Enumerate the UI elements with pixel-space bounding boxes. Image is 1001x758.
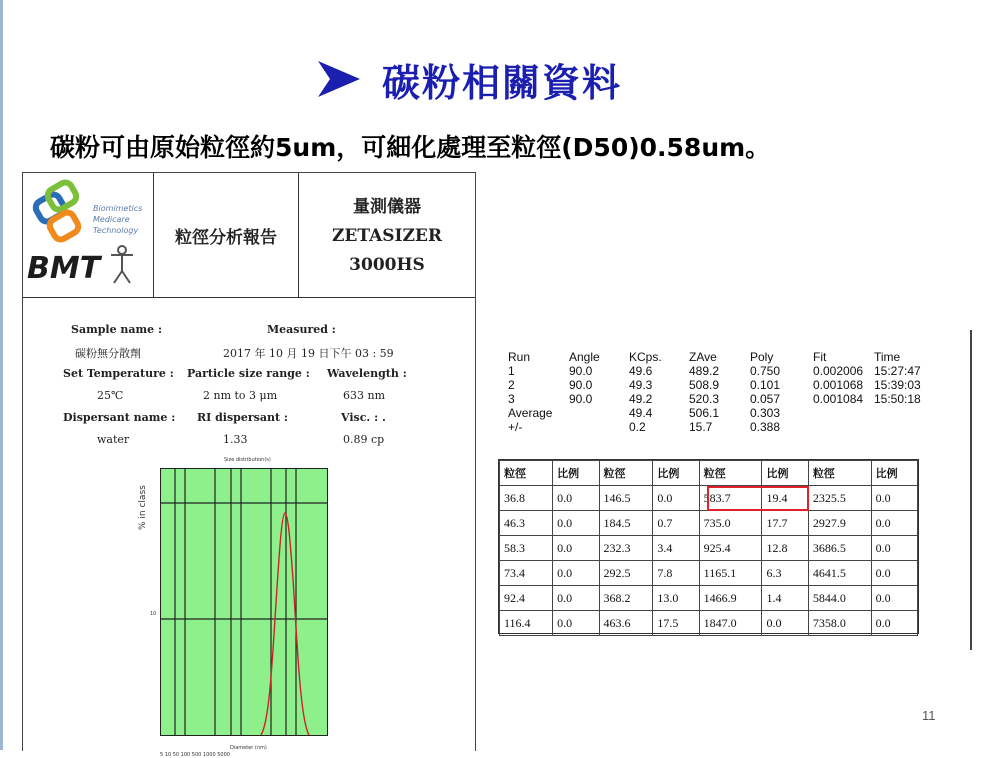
run-cell: 90.0 (569, 364, 593, 378)
visc-value: 0.89 cp (343, 433, 385, 446)
run-cell: 49.4 (629, 406, 653, 420)
table-cell: 3686.5 (808, 536, 871, 561)
run-cell: 49.3 (629, 378, 653, 392)
run-cell: 0.303 (750, 406, 781, 420)
measured-value: 2017 年 10 月 19 日下午 03 : 59 (223, 347, 394, 360)
ri-label: RI dispersant : (197, 411, 288, 424)
ratio-header: 比例 (762, 461, 808, 486)
run-cell: 508.9 (689, 378, 720, 392)
report-header (23, 173, 475, 298)
chain-link-logo-icon (31, 175, 101, 255)
run-header: ZAve (689, 350, 717, 364)
run-cell: 90.0 (569, 378, 593, 392)
table-cell: 17.5 (653, 611, 699, 636)
run-cell: 0.388 (750, 420, 781, 434)
table-cell: 0.0 (871, 561, 917, 586)
size-header: 粒徑 (599, 461, 653, 486)
run-cell: 15:50:18 (874, 392, 921, 406)
table-cell: 146.5 (599, 486, 653, 511)
table-cell: 0.0 (553, 511, 599, 536)
table-row (500, 536, 918, 561)
wavelength-label: Wavelength : (327, 367, 407, 380)
table-cell: 2325.5 (808, 486, 871, 511)
table-cell: 463.6 (599, 611, 653, 636)
table-cell: 1847.0 (699, 611, 762, 636)
table-cell: 0.0 (553, 536, 599, 561)
run-cell: 15:27:47 (874, 364, 921, 378)
dispersant-label: Dispersant name : (63, 411, 176, 424)
logo-brand: BMT (27, 251, 101, 286)
table-cell: 12.8 (762, 536, 808, 561)
sample-value: 碳粉無分散劑 (75, 347, 141, 360)
table-cell: 0.0 (553, 611, 599, 636)
ri-value: 1.33 (223, 433, 248, 446)
table-cell: 46.3 (500, 511, 553, 536)
table-cell: 583.7 (699, 486, 762, 511)
bmt-logo (23, 173, 154, 297)
run-cell: 49.6 (629, 364, 653, 378)
instrument-model: 3000HS (349, 255, 425, 275)
plot-area (160, 468, 328, 736)
table-cell: 232.3 (599, 536, 653, 561)
table-cell: 7.8 (653, 561, 699, 586)
person-figure-icon (109, 245, 135, 285)
run-cell: +/- (508, 420, 523, 434)
instrument-name: ZETASIZER (331, 226, 442, 246)
table-cell: 92.4 (500, 586, 553, 611)
size-table-header (500, 461, 918, 486)
table-cell: 0.0 (871, 486, 917, 511)
ratio-header: 比例 (871, 461, 917, 486)
instrument-info (299, 173, 475, 297)
run-cell: 3 (508, 392, 515, 406)
logo-line3: Technology (93, 226, 139, 235)
table-cell: 73.4 (500, 561, 553, 586)
table-cell: 1.4 (762, 586, 808, 611)
run-header: Poly (750, 350, 774, 364)
plot-xticks: 5 10 50 100 500 1000 5000 (160, 752, 230, 758)
table-cell: 1466.9 (699, 586, 762, 611)
table-cell: 13.0 (653, 586, 699, 611)
sample-label: Sample name : (71, 323, 163, 336)
run-header: Fit (813, 350, 827, 364)
table-cell: 3.4 (653, 536, 699, 561)
run-cell: 489.2 (689, 364, 720, 378)
visc-label: Visc. : . (341, 411, 386, 424)
run-cell: 520.3 (689, 392, 720, 406)
run-cell: 0.750 (750, 364, 781, 378)
plot-ytick: 10 (150, 611, 157, 617)
run-header: Time (874, 350, 901, 364)
table-cell: 0.0 (871, 536, 917, 561)
table-cell: 0.0 (762, 611, 808, 636)
run-header: Run (508, 350, 531, 364)
table-cell: 58.3 (500, 536, 553, 561)
run-header: Angle (569, 350, 600, 364)
run-cell: 0.101 (750, 378, 781, 392)
table-cell: 0.0 (553, 586, 599, 611)
slide-title: 碳粉相關資料 (382, 60, 623, 105)
plot-ylabel: % in class (138, 485, 148, 530)
table-row (500, 511, 918, 536)
table-cell: 368.2 (599, 586, 653, 611)
ratio-header: 比例 (653, 461, 699, 486)
table-cell: 6.3 (762, 561, 808, 586)
run-cell: 0.001068 (813, 378, 864, 392)
run-cell: 0.001084 (813, 392, 864, 406)
report-title: 粒徑分析報告 (154, 173, 299, 297)
table-cell: 17.7 (762, 511, 808, 536)
title-row (318, 54, 622, 104)
plot-grid-and-curve (161, 469, 327, 735)
table-row (500, 586, 918, 611)
logo-line2: Medicare (93, 215, 130, 224)
table-row (500, 561, 918, 586)
temp-label: Set Temperature : (63, 367, 174, 380)
run-cell: 0.002006 (813, 364, 864, 378)
table-cell: 0.0 (871, 611, 917, 636)
run-header: KCps. (629, 350, 662, 364)
ratio-header: 比例 (553, 461, 599, 486)
logo-line1: Biomimetics (93, 204, 143, 213)
run-cell: 0.2 (629, 420, 646, 434)
run-cell: 15:39:03 (874, 378, 921, 392)
dispersant-value: water (97, 433, 130, 446)
table-cell: 116.4 (500, 611, 553, 636)
table-cell: 0.0 (653, 486, 699, 511)
table-cell: 0.0 (553, 486, 599, 511)
plot-title: Size distribution(s) (224, 457, 271, 463)
table-cell: 0.7 (653, 511, 699, 536)
page-number: 11 (922, 708, 936, 723)
size-header: 粒徑 (808, 461, 871, 486)
run-cell: 90.0 (569, 392, 593, 406)
plot-xlabel: Diameter (nm) (230, 745, 267, 751)
range-value: 2 nm to 3 μm (203, 389, 278, 402)
wavelength-value: 633 nm (343, 389, 386, 402)
table-cell: 7358.0 (808, 611, 871, 636)
table-cell: 19.4 (762, 486, 808, 511)
range-label: Particle size range : (187, 367, 310, 380)
table-cell: 925.4 (699, 536, 762, 561)
right-divider (970, 330, 972, 650)
run-cell: 15.7 (689, 420, 713, 434)
run-cell: Average (508, 406, 553, 420)
slide-subtitle: 碳粉可由原始粒徑約5um，可細化處理至粒徑(D50)0.58um。 (50, 133, 771, 162)
table-cell: 4641.5 (808, 561, 871, 586)
run-cell: 49.2 (629, 392, 653, 406)
arrow-bullet-icon (318, 61, 360, 97)
logo-tagline (93, 203, 142, 236)
table-cell: 292.5 (599, 561, 653, 586)
size-distribution-plot (138, 457, 328, 758)
table-cell: 0.0 (871, 586, 917, 611)
particle-size-report (22, 172, 476, 758)
table-cell: 735.0 (699, 511, 762, 536)
run-cell: 506.1 (689, 406, 720, 420)
measured-label: Measured : (267, 323, 336, 336)
instrument-label: 量測儀器 (353, 197, 421, 217)
temp-value: 25℃ (97, 389, 124, 402)
highlight-box (707, 486, 809, 511)
slide-left-border (0, 0, 3, 750)
table-cell: 36.8 (500, 486, 553, 511)
run-cell: 2 (508, 378, 515, 392)
size-header: 粒徑 (699, 461, 762, 486)
table-cell: 184.5 (599, 511, 653, 536)
run-cell: 0.057 (750, 392, 781, 406)
table-cell: 1165.1 (699, 561, 762, 586)
table-cell: 2927.9 (808, 511, 871, 536)
table-cell: 0.0 (871, 511, 917, 536)
run-cell: 1 (508, 364, 515, 378)
table-cell: 0.0 (553, 561, 599, 586)
table-row (500, 611, 918, 636)
size-header: 粒徑 (500, 461, 553, 486)
table-cell: 5844.0 (808, 586, 871, 611)
